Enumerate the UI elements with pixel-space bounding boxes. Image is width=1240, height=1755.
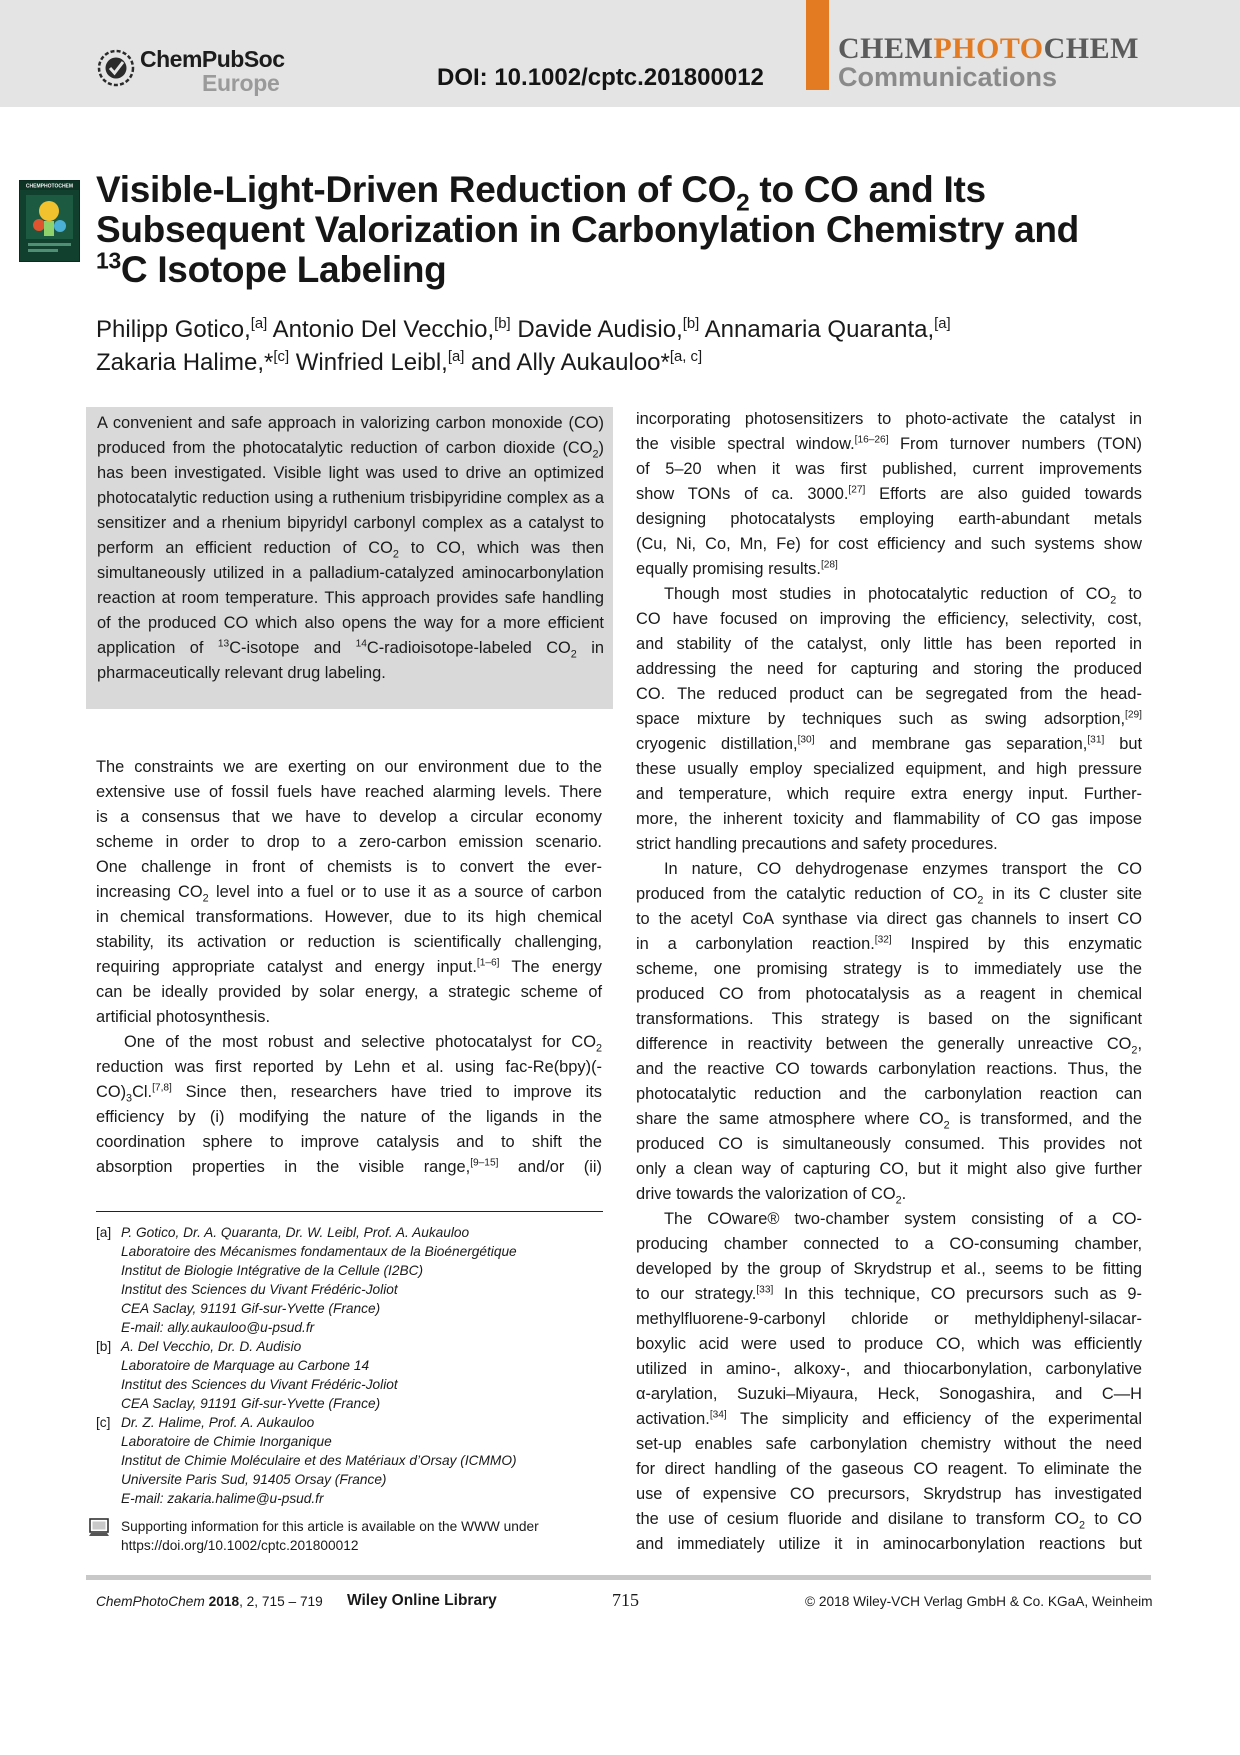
paragraph-line: equally promising results.[28] — [636, 559, 838, 578]
paragraph-line: strict handling precautions and safety procedures. — [636, 835, 998, 853]
citation-ref[interactable]: [34] — [709, 1409, 727, 1421]
paragraph-line: space mixture by techniques such as swing adsorption,[29] — [636, 709, 1142, 728]
citation-ref[interactable]: [30] — [797, 734, 815, 746]
journal-cover-thumbnail[interactable] — [19, 180, 80, 262]
publisher-seal-icon — [96, 48, 136, 88]
paragraph-line: scheme in order to drop to a zero-carbon emission scenario. — [96, 833, 602, 851]
paragraph-line: In nature, CO dehydrogenase enzymes transport the CO — [664, 860, 1142, 878]
cover-artwork-icon — [20, 181, 79, 261]
paragraph-line: the visible spectral window.[16–26] From turnover numbers (TON) — [636, 434, 1142, 453]
footer-library-link[interactable]: Wiley Online Library — [347, 1592, 497, 1609]
journal-accent-bar — [806, 0, 829, 90]
paragraph-line: show TONs of ca. 3000.[27] Efforts are also guided towards — [636, 484, 1142, 503]
paragraph-line: drive towards the valorization of $CO_2$. — [636, 1185, 907, 1207]
affiliations: [a] P. Gotico, Dr. A. Quaranta, Dr. W. Leibl, Prof. A. Aukauloo Laboratoire des Mécanismes fondamentaux de la Bioénergétique Institut de Biologie Intégrative de la Cellule (I2BC) Institut des Sciences du Vivant Frédéric-Joliot CEA Saclay, 91191 Gif-sur-Yvette (France) E-mail: ally.aukauloo@u-psud.fr [b] A. Del Vecchio, Dr. D. Audisio Laboratoire de Marquage au Carbone 14 Institut des Sciences du Vivant Frédéric-Joliot CEA Saclay, 91191 Gif-sur-Yvette (France) [c] Dr. Z. Halime, Prof. A. Aukauloo Laboratoire de Chimie Inorganique Institut de Chimie Moléculaire et des Matériaux d’Orsay (ICMMO) Universite Paris Sud, 91405 Orsay (France) E-mail: zakaria.halime@u-psud.fr — [96, 1223, 606, 1508]
author-list: Philipp Gotico,[a] Antonio Del Vecchio,[b] Davide Audisio,[b] Annamaria Quaranta,[a] Zakaria Halime,*[c] Winfried Leibl,[a] and Ally Aukauloo*[a, c] — [96, 316, 951, 376]
paragraph-line: addressing the need for capturing and storing the produced — [636, 660, 1142, 678]
paragraph-line: produced CO is simultaneously consumed. This provides not — [636, 1135, 1142, 1153]
paragraph-line: (Cu, Ni, Co, Mn, Fe) for cost efficiency and such systems show — [636, 535, 1142, 553]
paragraph-line: only a clean way of capturing CO, but it might also give further — [636, 1160, 1142, 1178]
paragraph-line: efficiency by (i) modifying the nature of the ligands in the — [96, 1108, 602, 1126]
paragraph-line: these usually employ specialized equipment, and high pressure — [636, 760, 1142, 778]
paragraph-line: to the acetyl CoA synthase via direct gas channels to insert CO — [636, 910, 1142, 928]
paragraph-line: stability, its activation or reduction is scientifically challenging, — [96, 933, 602, 951]
publisher-name: ChemPubSoc — [140, 46, 285, 72]
citation-ref[interactable]: [33] — [756, 1284, 774, 1296]
paragraph-line: α-arylation, Suzuki–Miyaura, Heck, Sonogashira, and C—H — [636, 1385, 1142, 1403]
citation-ref[interactable]: [7,8] — [152, 1082, 172, 1094]
paragraph-line: set-up enables safe carbonylation chemistry without the need — [636, 1435, 1142, 1453]
cover-title: CHEMPHOTOCHEM — [25, 183, 74, 190]
publisher-region: Europe — [202, 70, 280, 96]
supporting-info-note: Supporting information for this article is available on the WWW under https://doi.org/10.1002/cptc.201800012 — [88, 1517, 608, 1555]
paragraph-line: of 5–20 when it was first published, current improvements — [636, 460, 1142, 478]
affiliation-label: [b] — [96, 1339, 112, 1354]
paragraph-line: incorporating photosensitizers to photo-activate the catalyst in — [636, 410, 1142, 428]
paragraph-line: share the same atmosphere where $CO_2$ is transformed, and the — [636, 1110, 1142, 1132]
paragraph-line: use of expensive CO precursors, Skrydstrup has investigated — [636, 1485, 1142, 1503]
citation-ref[interactable]: [29] — [1125, 709, 1142, 721]
paragraph-line: for direct handling of the gaseous CO reagent. To eliminate the — [636, 1460, 1142, 1478]
paragraph-line: methylfluorene-9-carbonyl chloride or methyldiphenyl-silacar- — [636, 1310, 1142, 1328]
paragraph-line: more, the inherent toxicity and flammability of CO gas impose — [636, 810, 1142, 828]
paragraph-line: utilized in amino-, alkoxy-, and thiocarbonylation, carbonylative — [636, 1360, 1142, 1378]
publisher-logo[interactable] — [96, 44, 296, 100]
footer-copyright: © 2018 Wiley-VCH Verlag GmbH & Co. KGaA, Weinheim — [805, 1594, 1153, 1609]
supporting-info-link[interactable]: https://doi.org/10.1002/cptc.201800012 — [121, 1538, 359, 1553]
paragraph-line: the use of cesium fluoride and disilane to transform $CO_2$ to CO — [636, 1510, 1142, 1532]
computer-icon — [88, 1517, 110, 1539]
paragraph-line: and temperature, which require extra energy input. Further- — [636, 785, 1142, 803]
paragraph-line: and stability of the catalyst, only little has been reported in — [636, 635, 1142, 653]
page-number: 715 — [612, 1590, 639, 1610]
paragraph-line: in chemical transformations. However, due to its high chemical — [96, 908, 602, 926]
abstract-text: A convenient and safe approach in valorizing carbon monoxide (CO) produced from the photocatalytic reduction of carbon dioxide $(CO_2)$ has been investigated. Visible light was used to drive an optimized photocatalytic reduction using a ruthenium trisbipyridine complex as a sensitizer and a rhenium bipyridyl carbonyl complex as a catalyst to perform an efficient reduction of $CO_2$ to CO, which was then simultaneously utilized in a palladium-catalyzed aminocarbonylation reaction at room temperature. This approach provides safe handling of the produced CO which also opens the way for a more efficient application of $^{13}$C-isotope and $^{14}$C-radioisotope-labeled $CO_2$ in pharmaceutically relevant drug labeling. — [97, 414, 604, 682]
affiliation-label: [c] — [96, 1415, 111, 1430]
paragraph-line: CO. The reduced product can be segregated from the head- — [636, 685, 1142, 703]
paragraph-line: absorption properties in the visible range,[9–15] and/or (ii) — [96, 1157, 602, 1176]
footnote-divider — [96, 1211, 603, 1212]
body-column-left — [96, 755, 602, 1180]
citation-ref[interactable]: [9–15] — [470, 1157, 499, 1169]
citation-ref[interactable]: [1–6] — [476, 957, 500, 969]
paragraph-line: to our strategy.[33] In this technique, CO precursors such as 9- — [636, 1284, 1142, 1303]
paragraph-line: One of the most robust and selective photocatalyst for $CO_2$ — [124, 1033, 602, 1055]
paragraph-line: scheme, one promising strategy is to immediately use the — [636, 960, 1142, 978]
email-link[interactable]: E-mail: ally.aukauloo@u-psud.fr — [121, 1320, 315, 1335]
citation-ref[interactable]: [27] — [848, 484, 866, 496]
abstract-box — [86, 407, 613, 709]
paragraph-line: CO have focused on improving the efficiency, selectivity, cost, — [636, 610, 1142, 628]
paragraph-line: The COware® two-chamber system consisting of a CO- — [664, 1210, 1142, 1228]
paragraph-line: and immediately utilize it in aminocarbonylation reactions but — [636, 1535, 1142, 1553]
paragraph-line: activation.[34] The simplicity and efficiency of the experimental — [636, 1409, 1142, 1428]
paragraph-line: developed by the group of Skrydstrup et al., seems to be fitting — [636, 1260, 1142, 1278]
article-doi[interactable]: DOI: 10.1002/cptc.201800012 — [437, 64, 764, 91]
paragraph-line: One challenge in front of chemists is to convert the ever- — [96, 858, 602, 876]
journal-name: CHEMPHOTOCHEM — [838, 32, 1139, 65]
body-column-right — [636, 407, 1142, 1557]
paragraph-line: produced CO from photocatalysis as a reagent in chemical — [636, 985, 1142, 1003]
paragraph-line: extensive use of fossil fuels have reached alarming levels. There — [96, 783, 602, 801]
paragraph-line: photocatalytic reduction and the carbonylation reaction can — [636, 1085, 1142, 1103]
citation-ref[interactable]: [31] — [1087, 734, 1105, 746]
paragraph-line: artificial photosynthesis. — [96, 1008, 271, 1026]
paragraph-line: designing photocatalysts employing earth-abundant metals — [636, 510, 1142, 528]
paragraph-line: in a carbonylation reaction.[32] Inspired by this enzymatic — [636, 934, 1142, 953]
paragraph-line: cryogenic distillation,[30] and membrane gas separation,[31] but — [636, 734, 1142, 753]
paragraph-line: reduction was first reported by Lehn et al. using fac-Re(bpy)(- — [96, 1058, 602, 1076]
paragraph-line: transformations. This strategy is based on the significant — [636, 1010, 1142, 1028]
paragraph-line: increasing $CO_2$ level into a fuel or to use it as a source of carbon — [96, 883, 602, 905]
paragraph-line: difference in reactivity between the generally unreactive $CO_2$, — [636, 1035, 1142, 1057]
email-link[interactable]: E-mail: zakaria.halime@u-psud.fr — [121, 1491, 324, 1506]
paragraph-line: The constraints we are exerting on our environment due to the — [96, 758, 602, 776]
paragraph-line: produced from the catalytic reduction of $CO_2$ in its C cluster site — [636, 885, 1142, 907]
citation-ref[interactable]: [32] — [874, 934, 892, 946]
paragraph-line: requiring appropriate catalyst and energy input.[1–6] The energy — [96, 957, 602, 976]
paragraph-line: can be ideally provided by solar energy, a strategic scheme of — [96, 983, 602, 1001]
article-type: Communications — [838, 62, 1058, 92]
paragraph-line: Though most studies in photocatalytic reduction of $CO_2$ to — [664, 585, 1142, 607]
paragraph-line: is a consensus that we have to develop a circular economy — [96, 808, 602, 826]
citation-ref[interactable]: [28] — [820, 559, 838, 571]
paragraph-line: $CO)_3Cl.[7,8]$ Since then, researchers have tried to improve its — [96, 1082, 602, 1105]
paragraph-line: coordination sphere to improve catalysis and to shift the — [96, 1133, 602, 1151]
article-title: Visible-Light-Driven Reduction of $CO_2$ to CO and Its Subsequent Valorization in Carbonylation Chemistry and $^{13}$C Isotope Labeling — [96, 169, 1079, 290]
paragraph-line: boxylic acid were used to produce CO, which was efficiently — [636, 1335, 1142, 1353]
affiliation-label: [a] — [96, 1225, 112, 1240]
footer-rule — [86, 1575, 1151, 1580]
footer-citation: ChemPhotoChem 2018, 2, 715 – 719 — [96, 1594, 323, 1609]
citation-ref[interactable]: [16–26] — [854, 434, 889, 446]
paragraph-line: producing chamber connected to a CO-consuming chamber, — [636, 1235, 1142, 1253]
paragraph-line: and the reactive CO towards carbonylation reactions. Thus, the — [636, 1060, 1142, 1078]
